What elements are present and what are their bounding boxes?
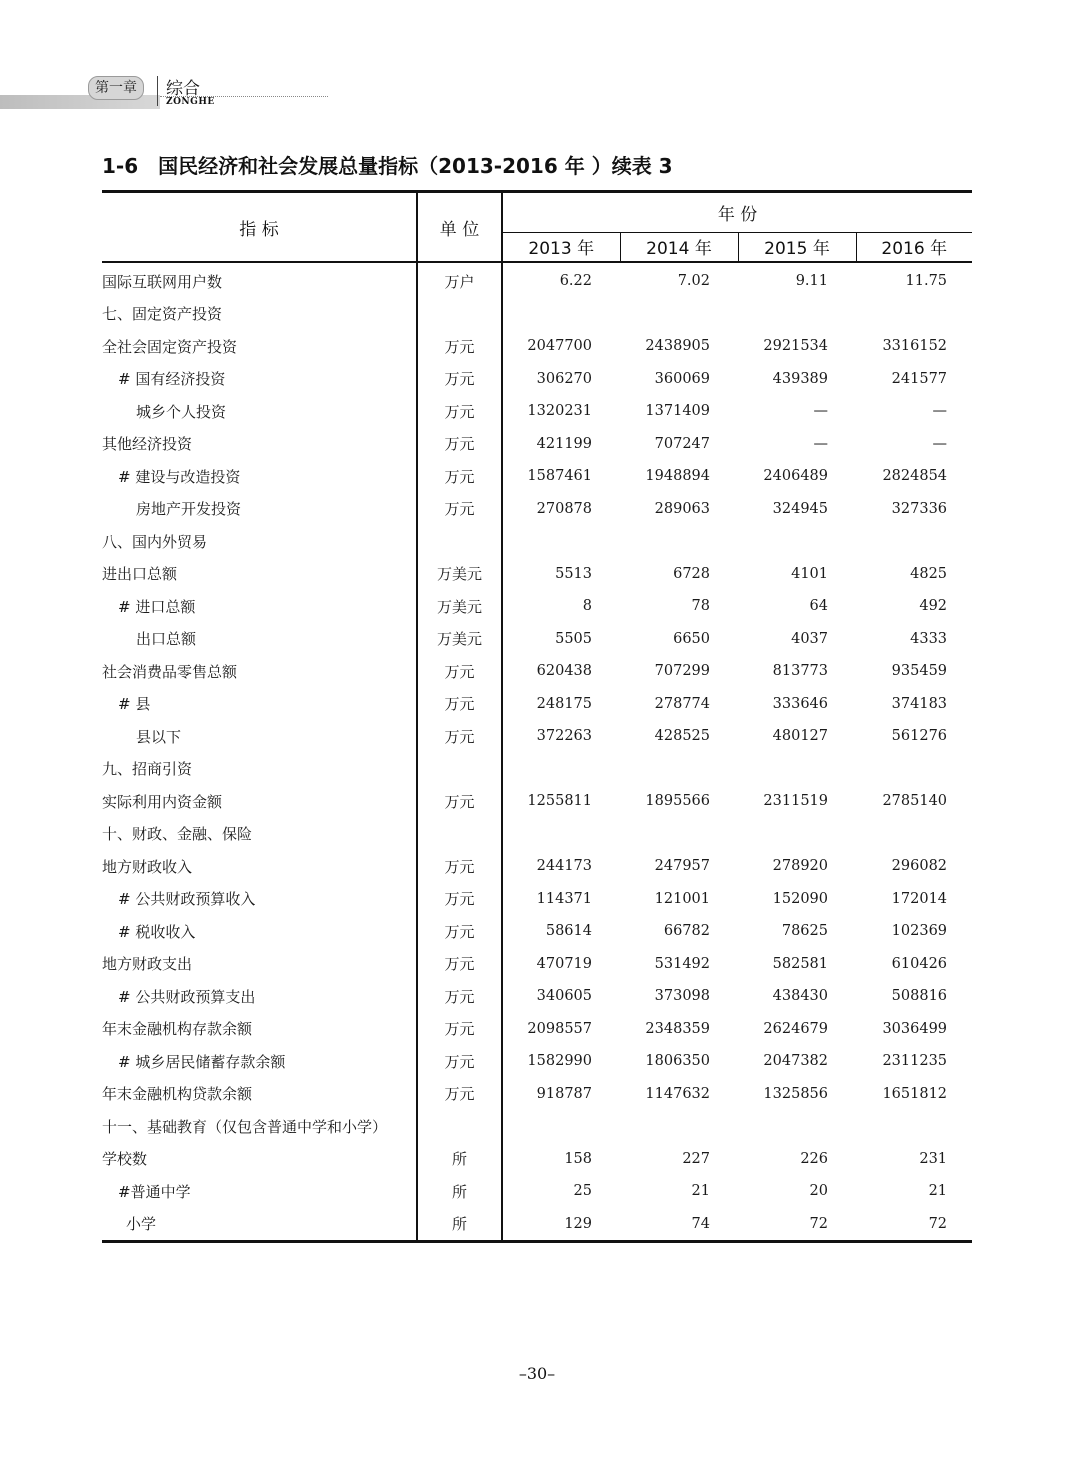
table-row bbox=[102, 753, 972, 786]
cell-value: 327336 bbox=[891, 500, 948, 517]
indicator-label: 城乡个人投资 bbox=[136, 402, 227, 421]
cell-value bbox=[620, 298, 738, 331]
cell-value: 508816 bbox=[891, 988, 948, 1005]
cell-unit: 万元 bbox=[417, 1045, 502, 1078]
cell-value: 1147632 bbox=[645, 1085, 710, 1102]
cell-value: 438430 bbox=[772, 988, 828, 1005]
cell-value bbox=[856, 818, 972, 851]
cell-value: 72 bbox=[856, 1208, 972, 1242]
indicator-label: #普通中学 bbox=[118, 1182, 191, 1201]
cell-value: 78 bbox=[691, 598, 710, 615]
cell-value bbox=[738, 298, 856, 331]
cell-value: 372263 bbox=[536, 728, 592, 745]
chapter-subtitle: ZONGHE bbox=[166, 97, 215, 107]
cell-value: 5505 bbox=[555, 630, 592, 647]
cell-value: 1806350 bbox=[645, 1053, 710, 1070]
indicator-label: # 城乡居民储蓄存款余额 bbox=[118, 1052, 286, 1071]
cell-value: 11.75 bbox=[905, 273, 948, 290]
cell-value: 226 bbox=[800, 1150, 828, 1167]
cell-value: 227 bbox=[682, 1150, 710, 1167]
cell-unit bbox=[417, 298, 502, 331]
cell-unit: 万元 bbox=[417, 1078, 502, 1111]
cell-value: 2047700 bbox=[527, 338, 592, 355]
cell-value: 531492 bbox=[654, 955, 710, 972]
cell-value: 74 bbox=[620, 1208, 738, 1242]
table-row bbox=[102, 262, 972, 298]
cell-value: 6650 bbox=[673, 630, 710, 647]
cell-indicator bbox=[102, 623, 417, 656]
cell-unit bbox=[417, 818, 502, 851]
table-row bbox=[102, 720, 972, 753]
cell-value: 3316152 bbox=[882, 338, 948, 355]
indicator-label: # 县 bbox=[118, 695, 151, 714]
cell-unit: 万元 bbox=[417, 720, 502, 753]
table-row bbox=[102, 525, 972, 558]
cell-indicator bbox=[102, 948, 417, 981]
indicator-label: 国际互联网用户数 bbox=[102, 272, 223, 291]
cell-value: 1651812 bbox=[882, 1085, 948, 1102]
cell-indicator bbox=[102, 558, 417, 591]
cell-value: 102369 bbox=[891, 923, 948, 940]
table-row bbox=[102, 298, 972, 331]
cell-value: 4333 bbox=[910, 630, 948, 647]
cell-value: 64 bbox=[809, 598, 828, 615]
cell-value: 21 bbox=[928, 1183, 948, 1200]
cell-value: 428525 bbox=[654, 728, 710, 745]
cell-indicator bbox=[102, 850, 417, 883]
cell-value: 241577 bbox=[891, 370, 948, 387]
cell-value: 2311519 bbox=[763, 793, 828, 810]
table-row bbox=[102, 590, 972, 623]
table-row bbox=[102, 980, 972, 1013]
cell-value: — bbox=[813, 403, 828, 420]
table-row bbox=[102, 460, 972, 493]
table-row bbox=[102, 1110, 972, 1143]
cell-value: 247957 bbox=[654, 858, 710, 875]
table-row bbox=[102, 1013, 972, 1046]
cell-value: 3036499 bbox=[882, 1020, 948, 1037]
cell-value: 480127 bbox=[772, 728, 828, 745]
table-row bbox=[102, 395, 972, 428]
page-number: –30– bbox=[518, 1364, 556, 1383]
cell-unit: 万美元 bbox=[417, 623, 502, 656]
cell-value: 1320231 bbox=[527, 403, 592, 420]
cell-unit: 万美元 bbox=[417, 590, 502, 623]
table-row bbox=[102, 1208, 972, 1242]
table-row bbox=[102, 948, 972, 981]
cell-value bbox=[502, 525, 620, 558]
cell-value: — bbox=[932, 403, 948, 420]
cell-unit: 万元 bbox=[417, 785, 502, 818]
cell-value bbox=[620, 818, 738, 851]
cell-indicator bbox=[102, 590, 417, 623]
cell-value: 244173 bbox=[536, 858, 592, 875]
cell-indicator bbox=[102, 262, 417, 298]
cell-value: 66782 bbox=[663, 923, 710, 940]
indicator-label: 年末金融机构贷款余额 bbox=[102, 1085, 253, 1104]
table-row bbox=[102, 1045, 972, 1078]
cell-value: 9.11 bbox=[795, 273, 828, 290]
cell-indicator bbox=[102, 330, 417, 363]
cell-value: 2624679 bbox=[763, 1020, 828, 1037]
cell-value bbox=[738, 525, 856, 558]
indicator-label: 十一、基础教育（仅包含普通中学和小学） bbox=[102, 1117, 388, 1136]
cell-value: 121001 bbox=[654, 890, 710, 907]
cell-indicator bbox=[102, 688, 417, 721]
header-year-2014: 2014 年 bbox=[620, 232, 738, 262]
cell-value: 1325856 bbox=[763, 1085, 828, 1102]
cell-value: 114371 bbox=[536, 890, 592, 907]
cell-value: 1582990 bbox=[527, 1053, 592, 1070]
indicator-label: 其他经济投资 bbox=[102, 435, 193, 454]
cell-indicator bbox=[102, 1078, 417, 1111]
header-unit: 单 位 bbox=[417, 192, 502, 263]
table-row bbox=[102, 883, 972, 916]
cell-value: 470719 bbox=[536, 955, 592, 972]
cell-value: 2406489 bbox=[763, 468, 828, 485]
cell-unit: 万元 bbox=[417, 688, 502, 721]
cell-unit: 万元 bbox=[417, 330, 502, 363]
cell-indicator bbox=[102, 883, 417, 916]
cell-value: 2785140 bbox=[882, 793, 948, 810]
indicator-label: 县以下 bbox=[136, 727, 182, 746]
cell-value: 2824854 bbox=[882, 468, 948, 485]
indicator-label: 地方财政支出 bbox=[102, 955, 193, 974]
cell-indicator bbox=[102, 525, 417, 558]
cell-indicator bbox=[102, 395, 417, 428]
table-row bbox=[102, 785, 972, 818]
cell-value: 1371409 bbox=[645, 403, 710, 420]
indicator-label: 全社会固定资产投资 bbox=[102, 337, 238, 356]
cell-value: 324945 bbox=[772, 500, 828, 517]
cell-indicator bbox=[102, 655, 417, 688]
cell-value: 6.22 bbox=[559, 273, 592, 290]
cell-unit: 所 bbox=[417, 1175, 502, 1208]
cell-value: 278920 bbox=[772, 858, 828, 875]
cell-indicator bbox=[102, 1013, 417, 1046]
cell-indicator bbox=[102, 493, 417, 526]
cell-unit: 万元 bbox=[417, 460, 502, 493]
indicator-label: 年末金融机构存款余额 bbox=[102, 1020, 253, 1039]
cell-value: 813773 bbox=[772, 663, 828, 680]
indicator-label: # 公共财政预算收入 bbox=[118, 890, 256, 909]
cell-value: 152090 bbox=[772, 890, 828, 907]
cell-value: 360069 bbox=[654, 370, 710, 387]
cell-value: 2438905 bbox=[645, 338, 710, 355]
indicator-label: # 公共财政预算支出 bbox=[118, 987, 256, 1006]
cell-value: 248175 bbox=[536, 695, 592, 712]
cell-indicator bbox=[102, 980, 417, 1013]
cell-indicator bbox=[102, 298, 417, 331]
table-row bbox=[102, 1175, 972, 1208]
cell-value: 2921534 bbox=[763, 338, 828, 355]
table-title bbox=[102, 150, 673, 179]
cell-indicator bbox=[102, 915, 417, 948]
indicator-label: # 税收收入 bbox=[118, 922, 196, 941]
cell-unit: 万元 bbox=[417, 428, 502, 461]
cell-value: 707299 bbox=[654, 663, 710, 680]
cell-unit: 万元 bbox=[417, 395, 502, 428]
cell-value: 20 bbox=[809, 1183, 828, 1200]
cell-value: 620438 bbox=[536, 663, 592, 680]
header-indicator: 指 标 bbox=[102, 192, 417, 263]
cell-value: 129 bbox=[502, 1208, 620, 1242]
cell-value: 78625 bbox=[781, 923, 828, 940]
cell-value bbox=[856, 298, 972, 331]
header-years-group: 年 份 bbox=[502, 192, 972, 233]
cell-value: 278774 bbox=[654, 695, 710, 712]
cell-value: 231 bbox=[919, 1150, 948, 1167]
cell-indicator bbox=[102, 428, 417, 461]
cell-indicator bbox=[102, 818, 417, 851]
cell-value: 158 bbox=[564, 1150, 592, 1167]
cell-unit: 万元 bbox=[417, 915, 502, 948]
table-row bbox=[102, 363, 972, 396]
cell-value: 306270 bbox=[536, 370, 592, 387]
cell-value: 1895566 bbox=[645, 793, 710, 810]
indicator-label: # 进口总额 bbox=[118, 597, 196, 616]
cell-indicator bbox=[102, 1175, 417, 1208]
cell-unit: 万元 bbox=[417, 948, 502, 981]
cell-value: 1587461 bbox=[527, 468, 592, 485]
indicator-label: # 建设与改造投资 bbox=[118, 467, 241, 486]
cell-unit: 万元 bbox=[417, 883, 502, 916]
cell-value bbox=[502, 818, 620, 851]
cell-value: 58614 bbox=[545, 923, 592, 940]
indicator-label: 房地产开发投资 bbox=[136, 500, 242, 519]
cell-value bbox=[738, 753, 856, 786]
cell-value: 25 bbox=[573, 1183, 592, 1200]
cell-value: 5513 bbox=[555, 565, 592, 582]
table-row bbox=[102, 1143, 972, 1176]
cell-indicator bbox=[102, 1045, 417, 1078]
cell-value: 296082 bbox=[891, 858, 948, 875]
cell-value bbox=[856, 525, 972, 558]
cell-value: 2311235 bbox=[882, 1053, 948, 1070]
cell-value bbox=[620, 1110, 738, 1143]
cell-value: 373098 bbox=[654, 988, 710, 1005]
cell-value: 918787 bbox=[536, 1085, 592, 1102]
cell-unit: 万元 bbox=[417, 493, 502, 526]
table-row bbox=[102, 493, 972, 526]
header-separator bbox=[157, 76, 158, 106]
header-year-2013: 2013 年 bbox=[502, 232, 620, 262]
cell-value: 72 bbox=[738, 1208, 856, 1242]
table-row bbox=[102, 558, 972, 591]
indicator-label: 出口总额 bbox=[136, 630, 197, 649]
cell-value bbox=[856, 753, 972, 786]
cell-value bbox=[620, 525, 738, 558]
header-year-2016: 2016 年 bbox=[856, 232, 972, 262]
cell-value bbox=[738, 818, 856, 851]
indicator-label: 十、财政、金融、保险 bbox=[102, 825, 253, 844]
cell-value bbox=[738, 1110, 856, 1143]
header-year-2015: 2015 年 bbox=[738, 232, 856, 262]
table-row bbox=[102, 330, 972, 363]
cell-value: 561276 bbox=[891, 728, 948, 745]
cell-value: 4101 bbox=[791, 565, 828, 582]
table-row bbox=[102, 1078, 972, 1111]
indicator-label: 小学 bbox=[126, 1215, 157, 1234]
cell-value: — bbox=[813, 435, 828, 452]
cell-unit: 万美元 bbox=[417, 558, 502, 591]
cell-value bbox=[502, 298, 620, 331]
indicator-label: 进出口总额 bbox=[102, 565, 178, 584]
cell-value: 2047382 bbox=[763, 1053, 828, 1070]
cell-value: 4825 bbox=[910, 565, 948, 582]
table-body bbox=[102, 262, 972, 1242]
cell-unit: 万元 bbox=[417, 363, 502, 396]
indicator-label: 地方财政收入 bbox=[102, 857, 193, 876]
cell-value: 21 bbox=[691, 1183, 710, 1200]
table-number: 1-6 bbox=[102, 154, 139, 178]
indicator-label: 七、固定资产投资 bbox=[102, 305, 223, 324]
cell-value: 2098557 bbox=[527, 1020, 592, 1037]
cell-value: 1948894 bbox=[645, 468, 710, 485]
cell-value: 6728 bbox=[673, 565, 710, 582]
cell-value bbox=[502, 753, 620, 786]
cell-indicator bbox=[102, 1143, 417, 1176]
cell-value: 935459 bbox=[891, 663, 948, 680]
cell-value: 492 bbox=[919, 598, 948, 615]
cell-value bbox=[620, 753, 738, 786]
cell-value: 1255811 bbox=[527, 793, 592, 810]
cell-unit: 所 bbox=[417, 1143, 502, 1176]
cell-indicator bbox=[102, 1208, 417, 1242]
cell-unit: 万元 bbox=[417, 980, 502, 1013]
indicator-label: # 国有经济投资 bbox=[118, 370, 226, 389]
indicator-label: 九、招商引资 bbox=[102, 760, 193, 779]
cell-value: 7.02 bbox=[677, 273, 710, 290]
cell-value: 374183 bbox=[891, 695, 948, 712]
cell-unit: 万元 bbox=[417, 850, 502, 883]
indicator-label: 八、国内外贸易 bbox=[102, 532, 208, 551]
cell-value: 610426 bbox=[891, 955, 948, 972]
cell-indicator bbox=[102, 1110, 417, 1143]
chapter-badge: 第一章 bbox=[88, 76, 144, 100]
cell-indicator bbox=[102, 720, 417, 753]
table-row bbox=[102, 915, 972, 948]
table-row bbox=[102, 850, 972, 883]
cell-value: 333646 bbox=[772, 695, 828, 712]
cell-unit: 万元 bbox=[417, 655, 502, 688]
cell-indicator bbox=[102, 753, 417, 786]
indicator-label: 学校数 bbox=[102, 1150, 148, 1169]
cell-indicator bbox=[102, 460, 417, 493]
cell-value: 439389 bbox=[772, 370, 828, 387]
cell-unit bbox=[417, 1110, 502, 1143]
cell-unit bbox=[417, 525, 502, 558]
cell-value bbox=[856, 1110, 972, 1143]
cell-unit: 所 bbox=[417, 1208, 502, 1242]
cell-value: 270878 bbox=[536, 500, 592, 517]
cell-value: 707247 bbox=[654, 435, 710, 452]
cell-value: 4037 bbox=[791, 630, 828, 647]
table-row bbox=[102, 688, 972, 721]
cell-value: 421199 bbox=[536, 435, 592, 452]
cell-value: 8 bbox=[582, 598, 592, 615]
cell-value: 340605 bbox=[536, 988, 592, 1005]
cell-unit bbox=[417, 753, 502, 786]
cell-unit: 万元 bbox=[417, 1013, 502, 1046]
table-row bbox=[102, 623, 972, 656]
cell-value: 2348359 bbox=[645, 1020, 710, 1037]
indicator-table bbox=[102, 190, 972, 1243]
cell-value: 172014 bbox=[891, 890, 948, 907]
cell-value bbox=[502, 1110, 620, 1143]
table-row bbox=[102, 655, 972, 688]
table-title-text: 国民经济和社会发展总量指标（2013-2016 年 ）续表 3 bbox=[158, 154, 673, 178]
table-row bbox=[102, 428, 972, 461]
cell-indicator bbox=[102, 363, 417, 396]
cell-value: — bbox=[932, 435, 948, 452]
cell-value: 582581 bbox=[772, 955, 828, 972]
indicator-label: 社会消费品零售总额 bbox=[102, 662, 238, 681]
cell-unit: 万户 bbox=[417, 262, 502, 298]
table-row bbox=[102, 818, 972, 851]
chapter-title: 综合 bbox=[166, 79, 200, 99]
indicator-label: 实际利用内资金额 bbox=[102, 792, 223, 811]
cell-indicator bbox=[102, 785, 417, 818]
cell-value: 289063 bbox=[654, 500, 710, 517]
